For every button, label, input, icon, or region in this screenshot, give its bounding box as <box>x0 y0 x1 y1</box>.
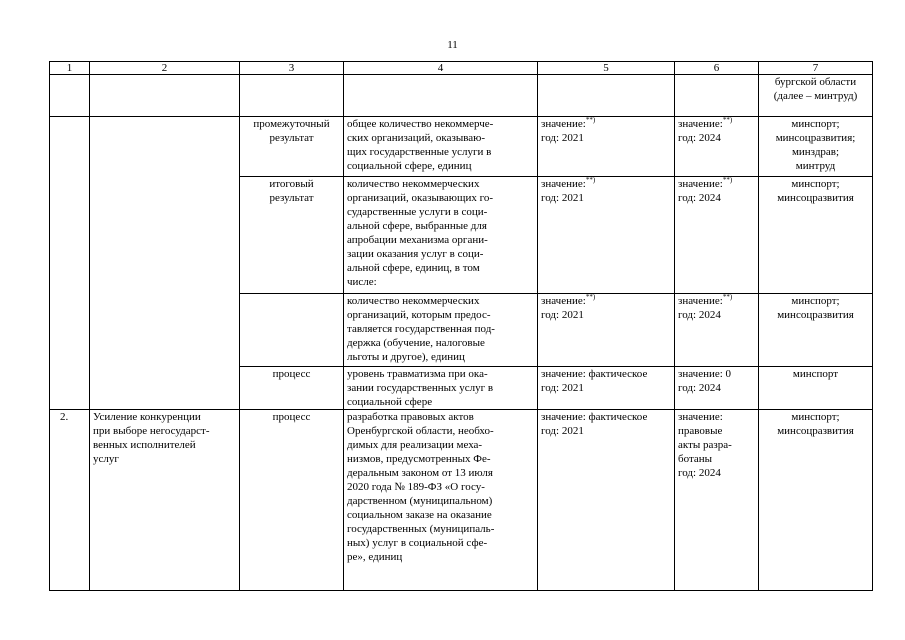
row-number-cell: 2. <box>50 410 90 591</box>
column-header-7: 7 <box>759 62 873 75</box>
header-row <box>50 62 873 75</box>
year-label: год: 2021 <box>541 192 584 204</box>
table-cell <box>90 75 240 117</box>
column-header-2: 2 <box>90 62 240 75</box>
table-row <box>50 117 873 177</box>
responsible-cell: минспорт; минсоцразвития; минздрав; минтруд <box>759 117 873 177</box>
indicator-type-cell: процесс <box>240 367 344 410</box>
table-cell <box>675 75 759 117</box>
table-cell <box>344 75 538 117</box>
indicator-name-cell: уровень травматизма при ока- зании государственных услуг в социальной сфере <box>344 367 538 410</box>
footnote-mark: **) <box>722 293 733 301</box>
footnote-mark: **) <box>585 176 596 184</box>
table-cell <box>50 117 90 410</box>
base-value-cell: значение: фактическое год: 2021 <box>538 367 675 410</box>
table-cell <box>538 75 675 117</box>
base-value-cell: значение: фактическое год: 2021 <box>538 410 675 591</box>
base-value-cell <box>538 117 675 177</box>
footnote-mark: **) <box>722 176 733 184</box>
column-header-4: 4 <box>344 62 538 75</box>
column-header-1: 1 <box>50 62 90 75</box>
value-label: значение: <box>678 118 723 130</box>
column-header-6: 6 <box>675 62 759 75</box>
indicator-type-cell: промежуточный результат <box>240 117 344 177</box>
footnote-mark: **) <box>722 116 733 124</box>
value-label: значение: <box>678 295 723 307</box>
indicator-name-cell: количество некоммерческих организаций, оказывающих го- сударственные услуги в соци- альной сфере, выбранные для апробации механизма органи- зации оказания услуг в соци- альной сфере, единиц, в том числе: <box>344 177 538 294</box>
responsible-cell: минспорт; минсоцразвития <box>759 177 873 294</box>
table-cell <box>240 75 344 117</box>
table-row-continuation <box>50 75 873 117</box>
indicator-name-cell: общее количество некоммерче- ских организаций, оказываю- щих государственные услуги в социальной сфере, единиц <box>344 117 538 177</box>
responsible-cell: минспорт; минсоцразвития <box>759 410 873 591</box>
responsible-cell: бургской области (далее – минтруд) <box>759 75 873 117</box>
indicator-type-cell: процесс <box>240 410 344 591</box>
target-value-cell <box>675 294 759 367</box>
value-label: значение: <box>541 295 586 307</box>
target-value-cell: значение: правовые акты разра- ботаны год: 2024 <box>675 410 759 591</box>
year-label: год: 2024 <box>678 132 721 144</box>
year-label: год: 2024 <box>678 309 721 321</box>
year-label: год: 2024 <box>678 192 721 204</box>
table-row <box>50 410 873 591</box>
column-header-3: 3 <box>240 62 344 75</box>
indicator-name-cell: разработка правовых актов Оренбургской области, необхо- димых для реализации меха- низмов, предусмотренных Фе- деральным законом от 13 июля 2020 года № 189-ФЗ «О госу- дарственном (муниципальном) социальном заказе на оказание государственных (муниципаль- ных) услуг в социальной сфе- ре», единиц <box>344 410 538 591</box>
year-label: год: 2021 <box>541 132 584 144</box>
value-label: значение: <box>678 178 723 190</box>
base-value-cell <box>538 177 675 294</box>
value-label: значение: <box>541 178 586 190</box>
table-cell <box>90 117 240 410</box>
footnote-mark: **) <box>585 293 596 301</box>
column-header-5: 5 <box>538 62 675 75</box>
indicator-type-cell <box>240 294 344 367</box>
target-value-cell: значение: 0 год: 2024 <box>675 367 759 410</box>
year-label: год: 2021 <box>541 309 584 321</box>
indicators-table <box>49 61 873 591</box>
target-value-cell <box>675 117 759 177</box>
indicator-type-cell: итоговый результат <box>240 177 344 294</box>
value-label: значение: <box>541 118 586 130</box>
page-number: 11 <box>447 39 458 51</box>
responsible-cell: минспорт; минсоцразвития <box>759 294 873 367</box>
task-name-cell: Усиление конкуренции при выборе негосударст- венных исполнителей услуг <box>90 410 240 591</box>
target-value-cell <box>675 177 759 294</box>
footnote-mark: **) <box>585 116 596 124</box>
responsible-cell: минспорт <box>759 367 873 410</box>
base-value-cell <box>538 294 675 367</box>
table-cell <box>50 75 90 117</box>
indicator-name-cell: количество некоммерческих организаций, которым предос- тавляется государственная под- держка (обучение, налоговые льготы и другое), единиц <box>344 294 538 367</box>
